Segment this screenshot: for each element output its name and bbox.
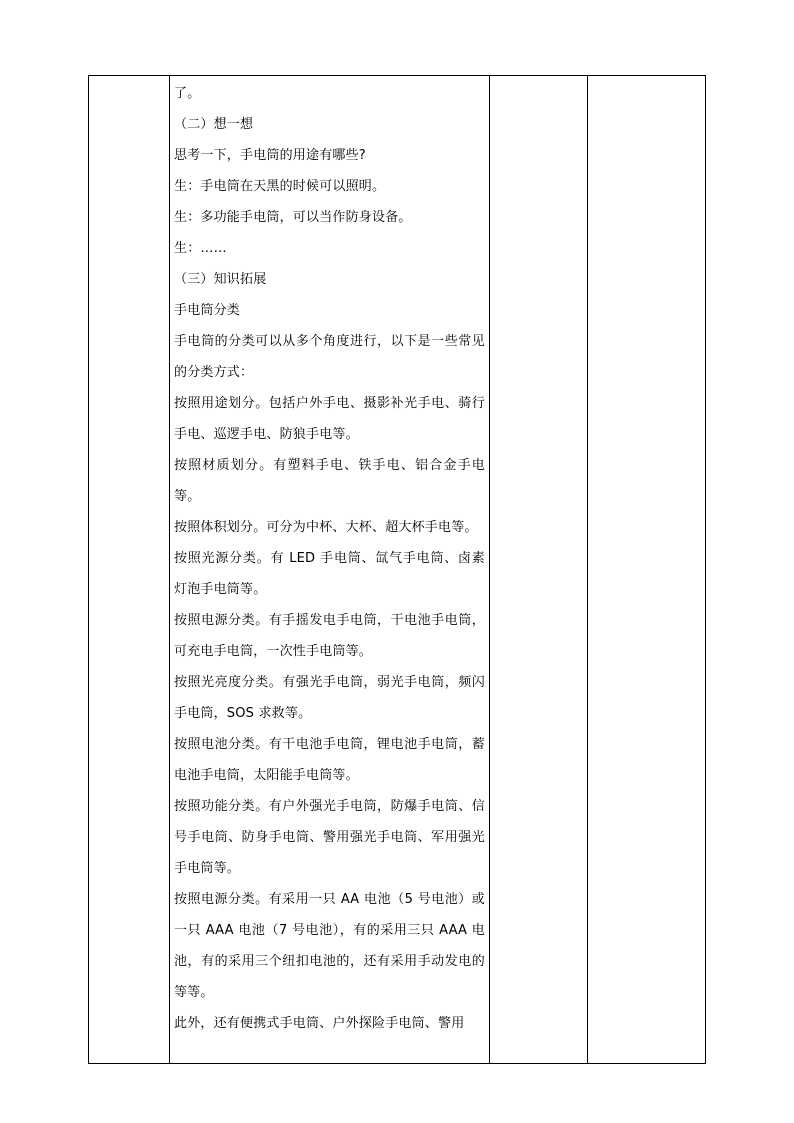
intro-paragraph: 手电筒的分类可以从多个角度进行，以下是一些常见的分类方式： — [174, 334, 485, 380]
classification-item: 按照电源分类。有手摇发电手电筒，干电池手电筒，可充电手电筒，一次性手电筒等。 — [174, 613, 485, 659]
student-answer: 生：…… — [174, 241, 227, 256]
paragraph-continuation: 了。 — [174, 86, 201, 101]
lesson-content-cell — [169, 76, 489, 1063]
student-answer: 生：多功能手电筒，可以当作防身设备。 — [174, 210, 412, 225]
student-answer: 生：手电筒在天黑的时候可以照明。 — [174, 179, 386, 194]
classification-item: 按照电源分类。有采用一只 AA 电池（5 号电池）或一只 AAA 电池（7 号电池），有的采用三只 AAA 电池，有的采用三个纽扣电池的，还有采用手动发电的等等。 — [174, 892, 485, 1000]
column-divider-3 — [587, 76, 588, 1063]
classification-item: 按照功能分类。有户外强光手电筒，防爆手电筒、信号手电筒、防身手电筒、警用强光手电筒、军用强光手电筒等。 — [174, 799, 485, 876]
column-divider-2 — [489, 76, 490, 1063]
classification-item: 按照体积划分。可分为中杯、大杯、超大杯手电等。 — [174, 520, 478, 535]
closing-paragraph: 此外，还有便携式手电筒、户外探险手电筒、警用 — [174, 1016, 465, 1031]
question-text: 思考一下，手电筒的用途有哪些? — [174, 148, 366, 163]
classification-item: 按照光亮度分类。有强光手电筒，弱光手电筒，频闪手电筒，SOS 求救等。 — [174, 675, 485, 721]
section-heading-think: （二）想一想 — [174, 117, 254, 132]
classification-item: 按照材质划分。有塑料手电、铁手电、铝合金手电等。 — [174, 458, 485, 504]
section-heading-extension: （三）知识拓展 — [174, 272, 267, 287]
classification-item: 按照电池分类。有干电池手电筒，锂电池手电筒，蓄电池手电筒，太阳能手电筒等。 — [174, 737, 485, 783]
classification-item: 按照用途划分。包括户外手电、摄影补光手电、骑行手电、巡逻手电、防狼手电等。 — [174, 396, 485, 442]
classification-item: 按照光源分类。有 LED 手电筒、氙气手电筒、卤素灯泡手电筒等。 — [174, 551, 485, 597]
lesson-table — [88, 75, 706, 1064]
subheading-classification: 手电筒分类 — [174, 303, 241, 318]
